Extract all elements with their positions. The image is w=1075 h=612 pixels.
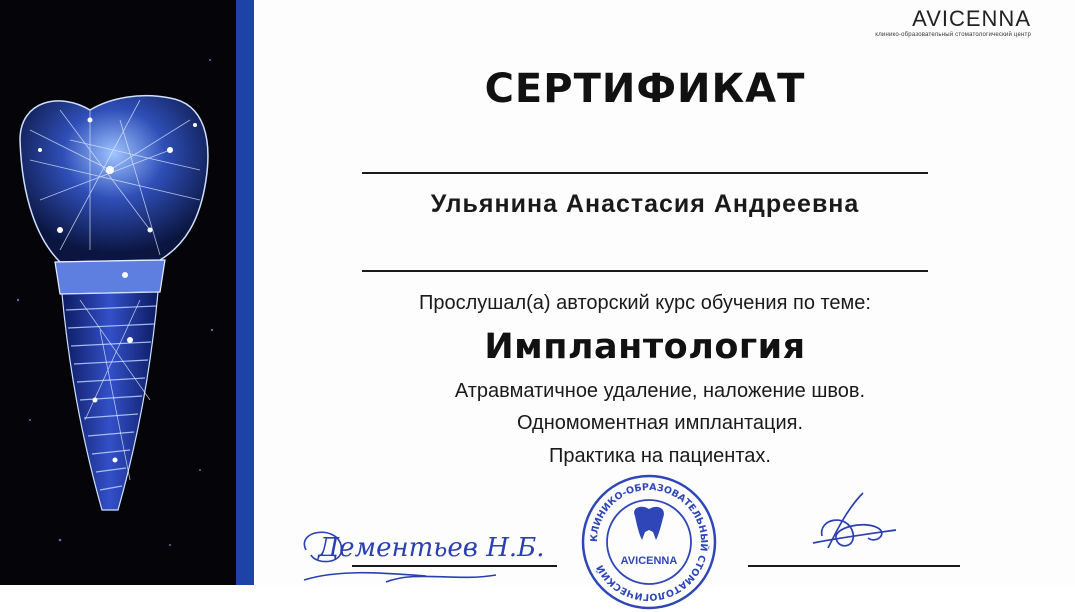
logo-subtitle: клинико-образовательный стоматологический центр [875,32,1031,38]
divider-bottom [362,270,928,272]
avicenna-stamp [579,472,719,612]
certificate-title: СЕРТИФИКАТ [484,66,806,112]
recipient-name: Ульянина Анастасия Андреевна [430,190,860,218]
signature-right [808,488,898,560]
course-detail-3: Практика на пациентах. [549,445,771,467]
course-title: Имплантология [484,327,806,367]
course-detail-2: Одномоментная имплантация. [516,412,804,434]
dental-implant-illustration [0,0,236,585]
decorative-panel [0,0,236,585]
divider-top [362,172,928,174]
stamp-center-text: AVICENNA [620,555,678,567]
blue-border-stripe [236,0,254,585]
signature-line-right [748,565,960,567]
logo-name: AVICENNA [912,6,1031,31]
course-intro: Прослушал(а) авторский курс обучения по теме: [419,292,871,314]
stamp-ring-text: КЛИНИКО-ОБРАЗОВАТЕЛЬНЫЙ СТОМАТОЛОГИЧЕСКИЙ [588,481,710,603]
signature-left-text: Дементьев Н.Б. [318,533,545,563]
avicenna-logo [875,8,1031,38]
signature-left [296,510,546,585]
tooth-icon [634,507,664,540]
course-detail-1: Атравматичное удаление, наложение швов. [454,380,866,402]
